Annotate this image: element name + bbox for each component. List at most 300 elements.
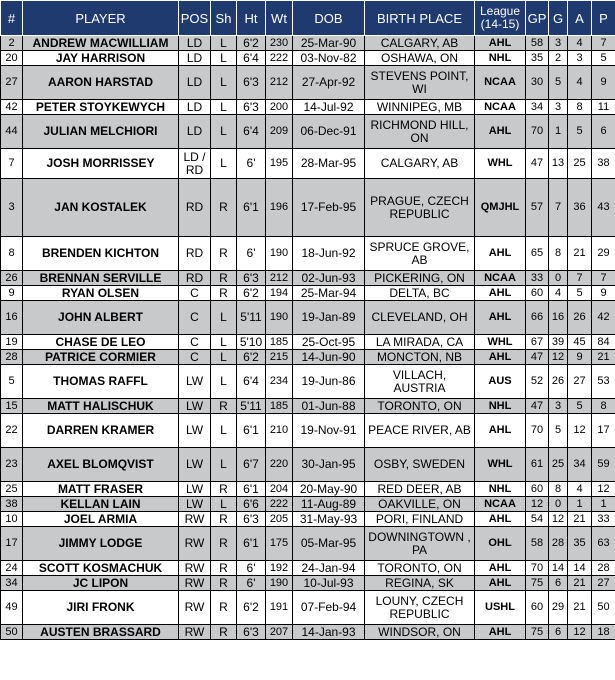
- cell-league: NCAA: [475, 497, 526, 512]
- cell-assists: 4: [568, 482, 592, 497]
- cell-goals: 16: [549, 301, 568, 335]
- cell-player-name: JIRI FRONK: [23, 591, 179, 625]
- cell-games-played: 47: [526, 350, 549, 365]
- cell-date-of-birth: 24-Jan-94: [293, 561, 365, 576]
- cell-games-played: 66: [526, 301, 549, 335]
- cell-assists: 9: [568, 350, 592, 365]
- cell-league: AHL: [475, 512, 526, 527]
- table-row: [1, 237, 615, 271]
- cell-games-played: 65: [526, 237, 549, 271]
- cell-shoots: L: [211, 301, 237, 335]
- cell-games-played: 12: [526, 497, 549, 512]
- cell-shoots: L: [211, 149, 237, 179]
- cell-position: C: [179, 350, 211, 365]
- col-header-league-line1: League: [479, 4, 521, 18]
- cell-player-name: PETER STOYKEWYCH: [23, 100, 179, 115]
- cell-points: 5: [592, 51, 615, 66]
- table-row: [1, 561, 615, 576]
- cell-jersey-number: 10: [1, 512, 23, 527]
- cell-jersey-number: 22: [1, 414, 23, 448]
- cell-date-of-birth: 18-Jun-92: [293, 237, 365, 271]
- cell-jersey-number: 9: [1, 286, 23, 301]
- cell-height: 6'6: [237, 497, 266, 512]
- cell-date-of-birth: 05-Mar-95: [293, 527, 365, 561]
- cell-position: LD: [179, 51, 211, 66]
- cell-height: 5'11: [237, 301, 266, 335]
- cell-height: 6'1: [237, 482, 266, 497]
- table-row: [1, 497, 615, 512]
- cell-jersey-number: 7: [1, 149, 23, 179]
- cell-points: 59: [592, 448, 615, 482]
- cell-league: WHL: [475, 448, 526, 482]
- cell-player-name: JC LIPON: [23, 576, 179, 591]
- cell-height: 6'2: [237, 591, 266, 625]
- cell-position: RW: [179, 591, 211, 625]
- cell-height: 6'3: [237, 66, 266, 100]
- cell-goals: 3: [549, 36, 568, 51]
- cell-shoots: R: [211, 527, 237, 561]
- cell-shoots: L: [211, 365, 237, 399]
- cell-shoots: L: [211, 100, 237, 115]
- col-header-p: P: [592, 1, 615, 36]
- cell-games-played: 58: [526, 527, 549, 561]
- cell-games-played: 35: [526, 51, 549, 66]
- cell-games-played: 52: [526, 365, 549, 399]
- cell-weight: 212: [266, 271, 293, 286]
- cell-goals: 8: [549, 237, 568, 271]
- cell-weight: 185: [266, 399, 293, 414]
- cell-shoots: L: [211, 414, 237, 448]
- cell-shoots: R: [211, 286, 237, 301]
- cell-assists: 25: [568, 149, 592, 179]
- cell-height: 6'4: [237, 51, 266, 66]
- cell-league: AHL: [475, 414, 526, 448]
- cell-goals: 12: [549, 512, 568, 527]
- cell-points: 27: [592, 576, 615, 591]
- cell-jersey-number: 20: [1, 51, 23, 66]
- col-header-birth-place: BIRTH PLACE: [365, 1, 475, 36]
- cell-position: RW: [179, 625, 211, 640]
- cell-points: 9: [592, 286, 615, 301]
- cell-height: 6'1: [237, 179, 266, 237]
- cell-games-played: 58: [526, 36, 549, 51]
- cell-goals: 5: [549, 66, 568, 100]
- cell-goals: 5: [549, 414, 568, 448]
- table-row: [1, 399, 615, 414]
- cell-player-name: AUSTEN BRASSARD: [23, 625, 179, 640]
- cell-goals: 6: [549, 625, 568, 640]
- cell-player-name: JOEL ARMIA: [23, 512, 179, 527]
- cell-goals: 12: [549, 350, 568, 365]
- cell-date-of-birth: 30-Jan-95: [293, 448, 365, 482]
- cell-height: 6'1: [237, 527, 266, 561]
- cell-date-of-birth: 27-Apr-92: [293, 66, 365, 100]
- cell-jersey-number: 42: [1, 100, 23, 115]
- cell-games-played: 47: [526, 149, 549, 179]
- header-row: [1, 1, 615, 36]
- cell-height: 6': [237, 149, 266, 179]
- col-header-league-line2: (14-15): [480, 17, 520, 31]
- cell-player-name: JOHN ALBERT: [23, 301, 179, 335]
- table-row: [1, 100, 615, 115]
- cell-jersey-number: 5: [1, 365, 23, 399]
- cell-position: LW: [179, 448, 211, 482]
- cell-position: LW: [179, 497, 211, 512]
- cell-shoots: R: [211, 625, 237, 640]
- cell-shoots: R: [211, 561, 237, 576]
- table-row: [1, 36, 615, 51]
- cell-points: 28: [592, 561, 615, 576]
- cell-points: 50: [592, 591, 615, 625]
- cell-assists: 21: [568, 576, 592, 591]
- cell-player-name: BRENDEN KICHTON: [23, 237, 179, 271]
- col-header-a: A: [568, 1, 592, 36]
- cell-shoots: L: [211, 448, 237, 482]
- cell-position: LD: [179, 36, 211, 51]
- cell-weight: 205: [266, 512, 293, 527]
- cell-assists: 34: [568, 448, 592, 482]
- cell-shoots: R: [211, 576, 237, 591]
- cell-height: 6': [237, 237, 266, 271]
- cell-position: LD / RD: [179, 149, 211, 179]
- cell-league: WHL: [475, 149, 526, 179]
- cell-goals: 3: [549, 399, 568, 414]
- cell-position: RW: [179, 527, 211, 561]
- cell-position: LW: [179, 399, 211, 414]
- table-row: [1, 66, 615, 100]
- cell-birth-place: OAKVILLE, ON: [365, 497, 475, 512]
- cell-player-name: AXEL BLOMQVIST: [23, 448, 179, 482]
- cell-shoots: L: [211, 335, 237, 350]
- cell-shoots: R: [211, 399, 237, 414]
- cell-date-of-birth: 25-Mar-90: [293, 36, 365, 51]
- table-row: [1, 414, 615, 448]
- cell-birth-place: OSBY, SWEDEN: [365, 448, 475, 482]
- table-row: [1, 301, 615, 335]
- cell-birth-place: WINNIPEG, MB: [365, 100, 475, 115]
- cell-date-of-birth: 11-Aug-89: [293, 497, 365, 512]
- cell-birth-place: CLEVELAND, OH: [365, 301, 475, 335]
- cell-date-of-birth: 19-Jun-86: [293, 365, 365, 399]
- cell-shoots: R: [211, 591, 237, 625]
- cell-goals: 0: [549, 271, 568, 286]
- table-row: [1, 591, 615, 625]
- cell-goals: 1: [549, 115, 568, 149]
- cell-games-played: 57: [526, 179, 549, 237]
- cell-player-name: PATRICE CORMIER: [23, 350, 179, 365]
- cell-date-of-birth: 14-Jun-90: [293, 350, 365, 365]
- cell-weight: 196: [266, 179, 293, 237]
- cell-birth-place: RED DEER, AB: [365, 482, 475, 497]
- cell-birth-place: REGINA, SK: [365, 576, 475, 591]
- cell-jersey-number: 8: [1, 237, 23, 271]
- cell-games-played: 67: [526, 335, 549, 350]
- cell-points: 21: [592, 350, 615, 365]
- cell-height: 6'3: [237, 271, 266, 286]
- cell-height: 6'3: [237, 100, 266, 115]
- cell-shoots: R: [211, 482, 237, 497]
- cell-games-played: 34: [526, 100, 549, 115]
- cell-games-played: 70: [526, 115, 549, 149]
- col-header-num: #: [1, 1, 23, 36]
- cell-games-played: 70: [526, 561, 549, 576]
- cell-points: 12: [592, 482, 615, 497]
- cell-shoots: R: [211, 512, 237, 527]
- cell-shoots: L: [211, 66, 237, 100]
- cell-date-of-birth: 06-Dec-91: [293, 115, 365, 149]
- cell-birth-place: TORONTO, ON: [365, 561, 475, 576]
- cell-jersey-number: 38: [1, 497, 23, 512]
- cell-league: NCAA: [475, 100, 526, 115]
- cell-player-name: MATT FRASER: [23, 482, 179, 497]
- cell-player-name: JAN KOSTALEK: [23, 179, 179, 237]
- cell-games-played: 30: [526, 66, 549, 100]
- cell-player-name: SCOTT KOSMACHUK: [23, 561, 179, 576]
- cell-weight: 195: [266, 149, 293, 179]
- cell-weight: 210: [266, 414, 293, 448]
- cell-height: 5'10: [237, 335, 266, 350]
- cell-goals: 14: [549, 561, 568, 576]
- cell-birth-place: RICHMOND HILL, ON: [365, 115, 475, 149]
- cell-games-played: 60: [526, 286, 549, 301]
- cell-points: 43: [592, 179, 615, 237]
- cell-league: NHL: [475, 51, 526, 66]
- cell-date-of-birth: 25-Mar-94: [293, 286, 365, 301]
- cell-height: 6'4: [237, 365, 266, 399]
- cell-goals: 8: [549, 482, 568, 497]
- cell-position: RW: [179, 512, 211, 527]
- cell-birth-place: WINDSOR, ON: [365, 625, 475, 640]
- cell-player-name: RYAN OLSEN: [23, 286, 179, 301]
- col-header-dob: DOB: [293, 1, 365, 36]
- cell-date-of-birth: 31-May-93: [293, 512, 365, 527]
- cell-player-name: KELLAN LAIN: [23, 497, 179, 512]
- cell-birth-place: DELTA, BC: [365, 286, 475, 301]
- cell-date-of-birth: 20-May-90: [293, 482, 365, 497]
- cell-weight: 185: [266, 335, 293, 350]
- cell-height: 6'7: [237, 448, 266, 482]
- cell-height: 6'4: [237, 115, 266, 149]
- cell-points: 8: [592, 399, 615, 414]
- cell-assists: 45: [568, 335, 592, 350]
- cell-date-of-birth: 02-Jun-93: [293, 271, 365, 286]
- cell-points: 18: [592, 625, 615, 640]
- cell-birth-place: PEACE RIVER, AB: [365, 414, 475, 448]
- cell-goals: 3: [549, 100, 568, 115]
- col-header-pos: POS: [179, 1, 211, 36]
- cell-goals: 39: [549, 335, 568, 350]
- cell-assists: 4: [568, 36, 592, 51]
- cell-date-of-birth: 14-Jul-92: [293, 100, 365, 115]
- cell-points: 6: [592, 115, 615, 149]
- cell-height: 6'3: [237, 512, 266, 527]
- cell-assists: 27: [568, 365, 592, 399]
- cell-birth-place: PRAGUE, CZECH REPUBLIC: [365, 179, 475, 237]
- col-header-g: G: [549, 1, 568, 36]
- cell-date-of-birth: 19-Jan-89: [293, 301, 365, 335]
- cell-player-name: THOMAS RAFFL: [23, 365, 179, 399]
- cell-points: 38: [592, 149, 615, 179]
- cell-weight: 220: [266, 448, 293, 482]
- cell-date-of-birth: 14-Jan-93: [293, 625, 365, 640]
- col-header-wt: Wt: [266, 1, 293, 36]
- cell-games-played: 60: [526, 482, 549, 497]
- cell-weight: 215: [266, 350, 293, 365]
- cell-points: 53: [592, 365, 615, 399]
- cell-position: LW: [179, 482, 211, 497]
- cell-weight: 212: [266, 66, 293, 100]
- cell-league: AHL: [475, 237, 526, 271]
- col-header-sh: Sh: [211, 1, 237, 36]
- cell-birth-place: SPRUCE GROVE, AB: [365, 237, 475, 271]
- cell-player-name: JAY HARRISON: [23, 51, 179, 66]
- cell-weight: 222: [266, 51, 293, 66]
- table-row: [1, 271, 615, 286]
- cell-height: 6': [237, 576, 266, 591]
- cell-birth-place: PICKERING, ON: [365, 271, 475, 286]
- table-row: [1, 149, 615, 179]
- cell-league: AHL: [475, 625, 526, 640]
- cell-points: 42: [592, 301, 615, 335]
- cell-shoots: R: [211, 271, 237, 286]
- table-row: [1, 179, 615, 237]
- cell-position: C: [179, 301, 211, 335]
- cell-points: 17: [592, 414, 615, 448]
- cell-league: QMJHL: [475, 179, 526, 237]
- cell-games-played: 33: [526, 271, 549, 286]
- cell-birth-place: CALGARY, AB: [365, 149, 475, 179]
- cell-player-name: AARON HARSTAD: [23, 66, 179, 100]
- cell-assists: 5: [568, 399, 592, 414]
- cell-birth-place: TORONTO, ON: [365, 399, 475, 414]
- cell-goals: 26: [549, 365, 568, 399]
- cell-league: NHL: [475, 482, 526, 497]
- col-header-player: PLAYER: [23, 1, 179, 36]
- cell-weight: 207: [266, 625, 293, 640]
- cell-jersey-number: 17: [1, 527, 23, 561]
- cell-weight: 234: [266, 365, 293, 399]
- cell-date-of-birth: 10-Jul-93: [293, 576, 365, 591]
- table-row: [1, 115, 615, 149]
- table-row: [1, 286, 615, 301]
- cell-height: 6'1: [237, 414, 266, 448]
- cell-assists: 21: [568, 237, 592, 271]
- cell-points: 11: [592, 100, 615, 115]
- cell-league: AHL: [475, 286, 526, 301]
- cell-shoots: L: [211, 115, 237, 149]
- cell-goals: 29: [549, 591, 568, 625]
- cell-shoots: R: [211, 237, 237, 271]
- cell-birth-place: MONCTON, NB: [365, 350, 475, 365]
- cell-jersey-number: 24: [1, 561, 23, 576]
- cell-points: 63: [592, 527, 615, 561]
- col-header-league: [475, 1, 526, 36]
- cell-jersey-number: 49: [1, 591, 23, 625]
- table-row: [1, 335, 615, 350]
- cell-weight: 194: [266, 286, 293, 301]
- cell-goals: 7: [549, 179, 568, 237]
- cell-jersey-number: 23: [1, 448, 23, 482]
- cell-points: 84: [592, 335, 615, 350]
- cell-position: C: [179, 286, 211, 301]
- cell-assists: 5: [568, 286, 592, 301]
- cell-assists: 8: [568, 100, 592, 115]
- cell-shoots: R: [211, 179, 237, 237]
- cell-games-played: 61: [526, 448, 549, 482]
- cell-jersey-number: 15: [1, 399, 23, 414]
- cell-goals: 2: [549, 51, 568, 66]
- col-header-gp: GP: [526, 1, 549, 36]
- cell-position: RW: [179, 561, 211, 576]
- cell-points: 9: [592, 66, 615, 100]
- cell-league: AHL: [475, 36, 526, 51]
- cell-assists: 1: [568, 497, 592, 512]
- cell-position: LD: [179, 115, 211, 149]
- cell-games-played: 47: [526, 399, 549, 414]
- cell-position: C: [179, 335, 211, 350]
- cell-weight: 192: [266, 561, 293, 576]
- cell-date-of-birth: 25-Oct-95: [293, 335, 365, 350]
- cell-goals: 28: [549, 527, 568, 561]
- cell-league: AHL: [475, 561, 526, 576]
- cell-assists: 14: [568, 561, 592, 576]
- cell-points: 1: [592, 497, 615, 512]
- cell-weight: 204: [266, 482, 293, 497]
- table-row: [1, 448, 615, 482]
- cell-games-played: 60: [526, 591, 549, 625]
- cell-jersey-number: 25: [1, 482, 23, 497]
- cell-birth-place: PORI, FINLAND: [365, 512, 475, 527]
- cell-jersey-number: 44: [1, 115, 23, 149]
- cell-assists: 26: [568, 301, 592, 335]
- cell-league: OHL: [475, 527, 526, 561]
- cell-assists: 36: [568, 179, 592, 237]
- cell-assists: 5: [568, 115, 592, 149]
- cell-points: 7: [592, 36, 615, 51]
- cell-weight: 175: [266, 527, 293, 561]
- cell-league: NHL: [475, 399, 526, 414]
- cell-league: AHL: [475, 350, 526, 365]
- table-row: [1, 51, 615, 66]
- roster-body: [1, 36, 615, 640]
- cell-assists: 3: [568, 51, 592, 66]
- cell-jersey-number: 3: [1, 179, 23, 237]
- cell-position: LW: [179, 365, 211, 399]
- col-header-ht: Ht: [237, 1, 266, 36]
- cell-games-played: 70: [526, 414, 549, 448]
- cell-league: AHL: [475, 115, 526, 149]
- cell-points: 33: [592, 512, 615, 527]
- cell-league: NCAA: [475, 66, 526, 100]
- cell-date-of-birth: 07-Feb-94: [293, 591, 365, 625]
- cell-assists: 4: [568, 66, 592, 100]
- cell-jersey-number: 26: [1, 271, 23, 286]
- cell-player-name: MATT HALISCHUK: [23, 399, 179, 414]
- cell-jersey-number: 34: [1, 576, 23, 591]
- cell-player-name: JIMMY LODGE: [23, 527, 179, 561]
- cell-shoots: L: [211, 497, 237, 512]
- cell-birth-place: OSHAWA, ON: [365, 51, 475, 66]
- table-row: [1, 365, 615, 399]
- cell-height: 6'2: [237, 36, 266, 51]
- cell-date-of-birth: 01-Jun-88: [293, 399, 365, 414]
- cell-player-name: DARREN KRAMER: [23, 414, 179, 448]
- cell-goals: 4: [549, 286, 568, 301]
- cell-birth-place: STEVENS POINT, WI: [365, 66, 475, 100]
- cell-league: NCAA: [475, 271, 526, 286]
- cell-player-name: JOSH MORRISSEY: [23, 149, 179, 179]
- cell-height: 6'3: [237, 625, 266, 640]
